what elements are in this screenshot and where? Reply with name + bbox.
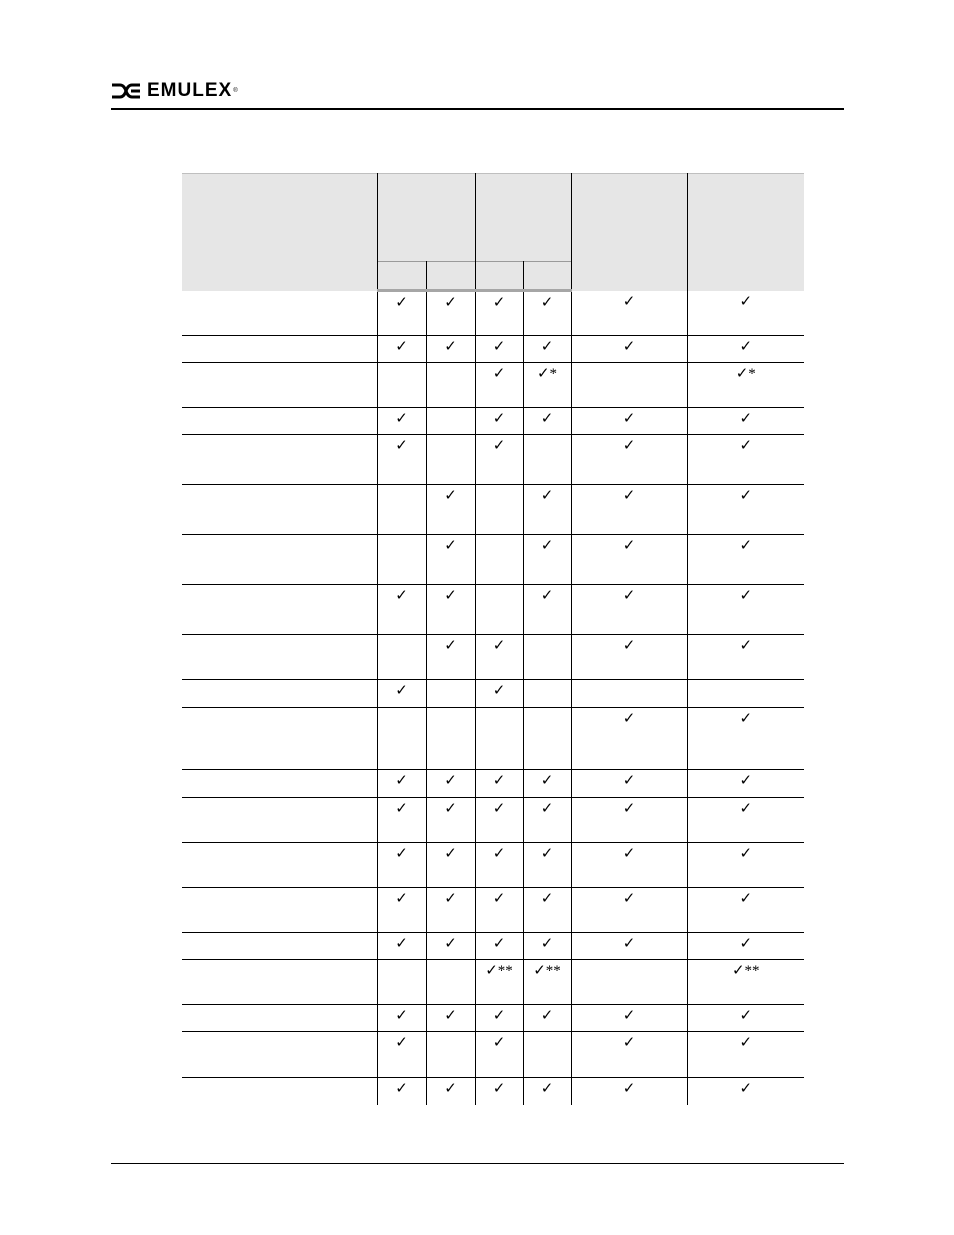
checkmark-icon: ✓ (444, 638, 457, 654)
feature-name-cell (182, 435, 377, 485)
feature-name-cell (182, 535, 377, 585)
support-cell (377, 485, 426, 535)
checkmark-icon: ✓ (622, 488, 636, 504)
checkmark-icon: ✓* (536, 366, 558, 382)
footer-rule (111, 1163, 844, 1164)
checkmark-icon: ✓ (622, 411, 636, 427)
checkmark-icon: ✓ (540, 846, 554, 862)
checkmark-icon: ✓ (739, 293, 753, 310)
support-cell (523, 680, 571, 708)
support-cell (377, 635, 426, 680)
table-row (182, 888, 804, 933)
table-row (182, 408, 804, 435)
support-cell (426, 933, 475, 960)
checkmark-icon: ✓ (540, 588, 554, 604)
support-cell (377, 1078, 426, 1105)
feature-name-cell (182, 798, 377, 843)
checkmark-icon: ✓ (395, 438, 408, 454)
checkmark-icon: ✓ (395, 891, 408, 907)
support-cell (377, 336, 426, 363)
support-cell (475, 535, 523, 585)
table-row (182, 485, 804, 535)
support-cell (571, 798, 687, 843)
support-cell (571, 535, 687, 585)
support-cell (523, 888, 571, 933)
support-cell (426, 1005, 475, 1032)
support-cell (571, 1032, 687, 1078)
table-row (182, 291, 804, 336)
support-cell (523, 933, 571, 960)
support-cell (377, 843, 426, 888)
support-cell (426, 336, 475, 363)
header-feature (182, 174, 377, 291)
support-cell (571, 770, 687, 798)
support-cell (571, 960, 687, 1005)
checkmark-icon: ✓ (622, 638, 636, 654)
checkmark-icon: ✓ (739, 638, 753, 654)
table-row (182, 708, 804, 770)
support-cell (523, 585, 571, 635)
feature-name-cell (182, 485, 377, 535)
support-cell (426, 960, 475, 1005)
support-cell (687, 291, 804, 336)
checkmark-icon: ✓ (540, 339, 554, 355)
support-cell (687, 535, 804, 585)
checkmark-icon: ✓ (444, 295, 457, 311)
support-cell (523, 770, 571, 798)
feature-name-cell (182, 363, 377, 408)
checkmark-icon: ✓ (739, 438, 753, 454)
support-cell (687, 485, 804, 535)
checkmark-icon: ✓ (622, 339, 636, 355)
feature-name-cell (182, 960, 377, 1005)
support-cell (523, 408, 571, 435)
support-cell (571, 291, 687, 336)
checkmark-icon: ✓ (492, 411, 506, 427)
checkmark-icon: ✓ (540, 801, 554, 817)
support-cell (475, 336, 523, 363)
feature-name-cell (182, 888, 377, 933)
checkmark-icon: ✓ (622, 801, 636, 817)
support-cell (523, 1078, 571, 1105)
support-cell (523, 535, 571, 585)
support-cell (475, 708, 523, 770)
checkmark-icon: ✓ (739, 488, 753, 504)
checkmark-icon: ✓ (739, 1081, 753, 1097)
checkmark-icon: ✓** (533, 963, 561, 979)
support-cell (426, 708, 475, 770)
checkmark-icon: ✓ (622, 538, 636, 554)
support-cell (475, 485, 523, 535)
checkmark-icon: ✓ (622, 1008, 636, 1024)
support-cell (426, 291, 475, 336)
checkmark-icon: ✓** (485, 963, 513, 979)
emulex-logo-icon (111, 82, 141, 100)
table-row (182, 535, 804, 585)
feature-name-cell (182, 770, 377, 798)
checkmark-icon: ✓ (739, 773, 753, 789)
support-cell (523, 363, 571, 408)
support-cell (475, 408, 523, 435)
checkmark-icon: ✓ (444, 339, 457, 355)
checkmark-icon: ✓ (540, 936, 554, 952)
support-cell (426, 843, 475, 888)
support-cell (475, 363, 523, 408)
checkmark-icon: ✓ (395, 683, 408, 699)
checkmark-icon: ✓ (492, 936, 506, 952)
support-cell (426, 408, 475, 435)
checkmark-icon: ✓ (395, 846, 408, 862)
checkmark-icon: ✓ (540, 1081, 554, 1097)
support-cell (687, 843, 804, 888)
support-cell (475, 960, 523, 1005)
checkmark-icon: ✓ (395, 1035, 408, 1051)
emulex-logo (111, 80, 238, 102)
support-cell (687, 1005, 804, 1032)
support-cell (475, 291, 523, 336)
feature-name-cell (182, 933, 377, 960)
checkmark-icon: ✓ (492, 801, 506, 817)
feature-name-cell (182, 585, 377, 635)
table-row (182, 585, 804, 635)
checkmark-icon: ✓ (622, 711, 636, 727)
support-cell (523, 635, 571, 680)
support-cell (687, 363, 804, 408)
checkmark-icon: ✓ (739, 891, 753, 907)
support-cell (377, 363, 426, 408)
table-row (182, 363, 804, 408)
checkmark-icon: ✓ (540, 488, 554, 504)
support-cell (687, 1078, 804, 1105)
feature-name-cell (182, 1005, 377, 1032)
checkmark-icon: ✓ (622, 438, 636, 454)
header-sub-1b (426, 262, 475, 291)
support-cell (687, 585, 804, 635)
support-cell (377, 1005, 426, 1032)
support-cell (475, 1005, 523, 1032)
checkmark-icon: ✓ (492, 638, 506, 654)
support-cell (475, 585, 523, 635)
feature-support-table (182, 173, 804, 1105)
feature-name-cell (182, 408, 377, 435)
checkmark-icon: ✓ (622, 936, 636, 952)
feature-name-cell (182, 680, 377, 708)
support-cell (377, 291, 426, 336)
checkmark-icon: ✓ (739, 411, 753, 427)
checkmark-icon: ✓ (622, 1081, 636, 1097)
support-cell (475, 1078, 523, 1105)
checkmark-icon: ✓ (395, 801, 408, 817)
support-cell (687, 635, 804, 680)
support-cell (426, 770, 475, 798)
checkmark-icon: ✓ (395, 295, 408, 311)
support-cell (571, 1005, 687, 1032)
support-cell (523, 1032, 571, 1078)
table-row (182, 1032, 804, 1078)
support-cell (687, 770, 804, 798)
checkmark-icon: ✓ (395, 339, 408, 355)
checkmark-icon: ✓ (540, 891, 554, 907)
support-cell (475, 770, 523, 798)
header-group-1 (377, 174, 475, 262)
support-cell (687, 798, 804, 843)
support-cell (475, 933, 523, 960)
header-sub-2a (475, 262, 523, 291)
checkmark-icon: ✓ (492, 846, 506, 862)
support-cell (377, 585, 426, 635)
table-row (182, 635, 804, 680)
checkmark-icon: ✓ (492, 891, 506, 907)
checkmark-icon: ✓ (444, 936, 457, 952)
support-cell (523, 435, 571, 485)
support-cell (426, 535, 475, 585)
support-cell (523, 336, 571, 363)
registered-mark: ® (233, 88, 238, 94)
support-cell (523, 291, 571, 336)
support-cell (571, 435, 687, 485)
support-cell (523, 708, 571, 770)
support-cell (426, 585, 475, 635)
checkmark-icon: ✓ (739, 538, 753, 554)
checkmark-icon: ✓ (444, 1008, 457, 1024)
support-cell (377, 1032, 426, 1078)
checkmark-icon: ✓ (622, 773, 636, 789)
table-row (182, 933, 804, 960)
support-cell (687, 680, 804, 708)
support-cell (571, 336, 687, 363)
checkmark-icon: ✓ (739, 339, 753, 355)
feature-name-cell (182, 708, 377, 770)
feature-name-cell (182, 291, 377, 336)
checkmark-icon: ✓ (622, 588, 636, 604)
table-row (182, 336, 804, 363)
support-cell (687, 960, 804, 1005)
support-cell (523, 798, 571, 843)
support-cell (571, 933, 687, 960)
checkmark-icon: ✓ (395, 773, 408, 789)
support-cell (426, 888, 475, 933)
checkmark-icon: ✓ (492, 683, 506, 699)
checkmark-icon: ✓ (444, 588, 457, 604)
support-cell (377, 960, 426, 1005)
support-cell (687, 336, 804, 363)
checkmark-icon: ✓ (444, 488, 457, 504)
feature-name-cell (182, 635, 377, 680)
support-cell (377, 708, 426, 770)
support-cell (475, 1032, 523, 1078)
header-group-2 (475, 174, 571, 262)
checkmark-icon: ✓* (735, 366, 756, 382)
support-cell (475, 888, 523, 933)
support-cell (523, 485, 571, 535)
checkmark-icon: ✓ (540, 411, 554, 427)
checkmark-icon: ✓ (739, 936, 753, 952)
support-cell (377, 933, 426, 960)
checkmark-icon: ✓ (622, 1035, 636, 1051)
checkmark-icon: ✓ (739, 846, 753, 862)
support-cell (426, 1078, 475, 1105)
support-cell (426, 1032, 475, 1078)
support-cell (571, 708, 687, 770)
header-column-6 (687, 174, 804, 291)
support-cell (687, 408, 804, 435)
checkmark-icon: ✓ (444, 1081, 457, 1097)
checkmark-icon: ✓ (622, 891, 636, 907)
checkmark-icon: ✓ (444, 538, 457, 554)
support-cell (426, 680, 475, 708)
checkmark-icon: ✓ (444, 801, 457, 817)
checkmark-icon: ✓ (739, 801, 753, 817)
checkmark-icon: ✓ (395, 1008, 408, 1024)
checkmark-icon: ✓ (739, 588, 753, 604)
support-cell (377, 408, 426, 435)
support-cell (426, 363, 475, 408)
support-cell (475, 798, 523, 843)
page-header (111, 78, 844, 110)
support-cell (687, 708, 804, 770)
support-cell (687, 435, 804, 485)
checkmark-icon: ✓ (739, 1035, 753, 1051)
support-cell (475, 680, 523, 708)
support-cell (377, 888, 426, 933)
feature-name-cell (182, 1078, 377, 1105)
support-cell (571, 1078, 687, 1105)
support-cell (571, 888, 687, 933)
checkmark-icon: ✓ (492, 1081, 506, 1097)
header-sub-2b (523, 262, 571, 291)
checkmark-icon: ✓ (492, 339, 506, 355)
support-cell (475, 435, 523, 485)
checkmark-icon: ✓ (540, 773, 554, 789)
support-cell (426, 635, 475, 680)
checkmark-icon: ✓ (739, 711, 753, 727)
checkmark-icon: ✓ (444, 891, 457, 907)
support-cell (571, 680, 687, 708)
checkmark-icon: ✓ (622, 846, 636, 862)
checkmark-icon: ✓ (739, 1008, 753, 1024)
support-cell (377, 798, 426, 843)
table-row (182, 1005, 804, 1032)
support-cell (687, 1032, 804, 1078)
support-cell (687, 888, 804, 933)
support-cell (426, 485, 475, 535)
support-cell (523, 960, 571, 1005)
feature-name-cell (182, 1032, 377, 1078)
checkmark-icon: ✓** (731, 963, 760, 979)
support-cell (523, 1005, 571, 1032)
support-cell (377, 680, 426, 708)
checkmark-icon: ✓ (492, 438, 506, 454)
checkmark-icon: ✓ (492, 1008, 506, 1024)
support-cell (377, 435, 426, 485)
checkmark-icon: ✓ (492, 366, 506, 382)
support-cell (426, 435, 475, 485)
support-cell (523, 843, 571, 888)
checkmark-icon: ✓ (492, 1035, 506, 1051)
checkmark-icon: ✓ (395, 588, 408, 604)
checkmark-icon: ✓ (395, 1081, 408, 1097)
support-cell (687, 933, 804, 960)
brand-name: EMULEX (147, 80, 233, 101)
support-cell (377, 535, 426, 585)
header-sub-1a (377, 262, 426, 291)
feature-name-cell (182, 843, 377, 888)
support-cell (571, 485, 687, 535)
checkmark-icon: ✓ (492, 773, 506, 789)
table-row (182, 798, 804, 843)
checkmark-icon: ✓ (395, 936, 408, 952)
header-column-5 (571, 174, 687, 291)
checkmark-icon: ✓ (622, 293, 636, 310)
checkmark-icon: ✓ (395, 411, 408, 427)
table-row (182, 435, 804, 485)
feature-name-cell (182, 336, 377, 363)
support-cell (377, 770, 426, 798)
checkmark-icon: ✓ (444, 773, 457, 789)
table-row (182, 770, 804, 798)
support-cell (571, 585, 687, 635)
checkmark-icon: ✓ (492, 295, 506, 311)
support-cell (475, 635, 523, 680)
checkmark-icon: ✓ (540, 295, 554, 311)
support-cell (571, 635, 687, 680)
checkmark-icon: ✓ (540, 538, 554, 554)
table-row (182, 843, 804, 888)
table-row (182, 680, 804, 708)
table-row (182, 1078, 804, 1105)
support-cell (426, 798, 475, 843)
checkmark-icon: ✓ (444, 846, 457, 862)
support-cell (571, 363, 687, 408)
support-cell (475, 843, 523, 888)
checkmark-icon: ✓ (540, 1008, 554, 1024)
support-cell (571, 408, 687, 435)
table-row (182, 960, 804, 1005)
support-cell (571, 843, 687, 888)
